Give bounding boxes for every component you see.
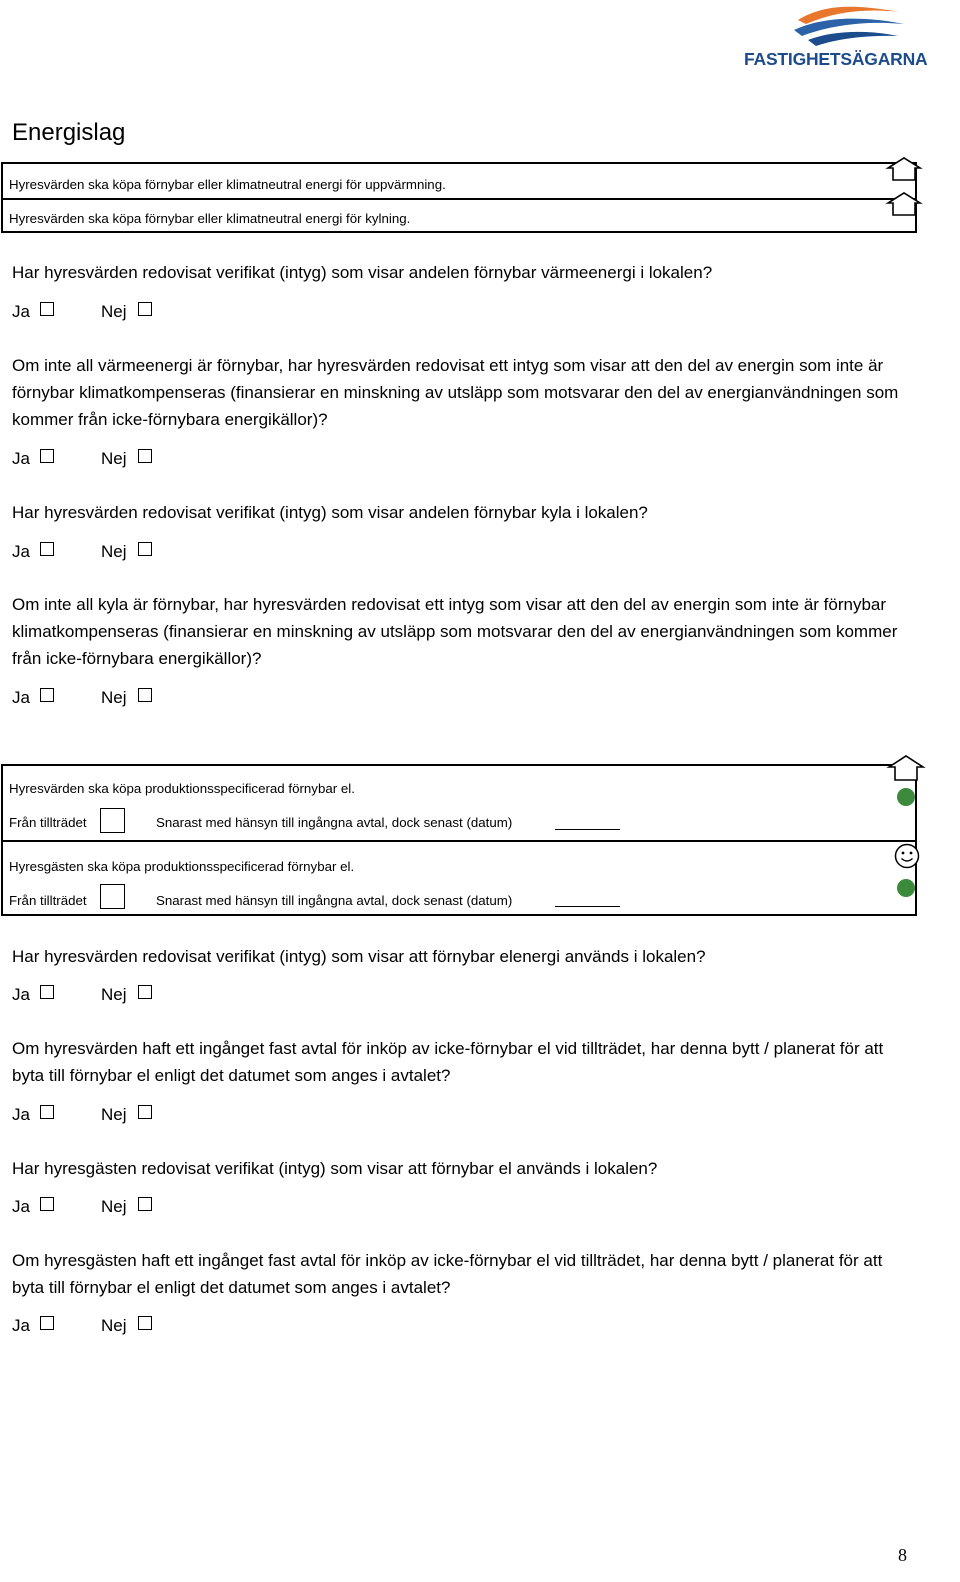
requirement-row [3, 198, 915, 233]
no-label: Nej [101, 1105, 127, 1124]
from-access-checkbox[interactable] [100, 884, 125, 909]
requirement-row [3, 840, 915, 916]
requirement-text: Hyresvärden ska köpa produktionsspecificerad förnybar el. [9, 781, 355, 796]
no-label: Nej [101, 688, 127, 707]
yes-checkbox[interactable] [40, 985, 54, 999]
fastighetsagarna-logo [744, 2, 954, 72]
no-label: Nej [101, 1316, 127, 1335]
yes-label: Ja [12, 1197, 30, 1216]
no-checkbox[interactable] [138, 1105, 152, 1119]
yes-label: Ja [12, 449, 30, 468]
no-label: Nej [101, 1197, 127, 1216]
yes-checkbox[interactable] [40, 542, 54, 556]
yes-no-answer [12, 542, 212, 562]
question-text: Om inte all värmeenergi är förnybar, har hyresvärden redovisat ett intyg som visar att den del av energin som inte är förnybar klimatkompenseras (finansierar en minskning av utsläpp som motsvarar den del av energianvändningen som kommer från icke-förnybara energikällor)? [12, 356, 899, 429]
option-asap-label: Snarast med hänsyn till ingångna avtal, dock senast (datum) [156, 893, 513, 908]
house-outline-icon [885, 191, 923, 217]
green-dot-icon [895, 786, 917, 808]
yes-no-answer [12, 1105, 212, 1125]
no-label: Nej [101, 985, 127, 1004]
green-dot-icon [895, 877, 917, 899]
yes-no-answer [12, 1197, 212, 1217]
question-text: Har hyresvärden redovisat verifikat (intyg) som visar andelen förnybar värmeenergi i lokalen? [12, 263, 713, 282]
page-number: 8 [898, 1545, 907, 1565]
yes-label: Ja [12, 1316, 30, 1335]
no-checkbox[interactable] [138, 542, 152, 556]
house-outline-icon [885, 156, 923, 182]
yes-label: Ja [12, 985, 30, 1004]
no-checkbox[interactable] [138, 688, 152, 702]
yes-label: Ja [12, 688, 30, 707]
yes-checkbox[interactable] [40, 449, 54, 463]
yes-checkbox[interactable] [40, 1197, 54, 1211]
option-asap-label: Snarast med hänsyn till ingångna avtal, dock senast (datum) [156, 815, 513, 830]
date-field-line[interactable] [555, 829, 620, 830]
yes-checkbox[interactable] [40, 302, 54, 316]
no-checkbox[interactable] [138, 1197, 152, 1211]
requirement-text: Hyresgästen ska köpa produktionsspecificerad förnybar el. [9, 859, 355, 874]
no-checkbox[interactable] [138, 985, 152, 999]
page-title: Energislag [12, 119, 126, 146]
question-text: Har hyresvärden redovisat verifikat (intyg) som visar andelen förnybar kyla i lokalen? [12, 503, 648, 522]
date-field-line[interactable] [555, 906, 620, 907]
question-text: Om inte all kyla är förnybar, har hyresvärden redovisat ett intyg som visar att den del av energin som inte är förnybar klimatkompenseras (finansierar en minskning av utsläpp som motsvarar den del av energianvändningen som kommer från icke-förnybara energikällor)? [12, 595, 898, 668]
no-checkbox[interactable] [138, 1316, 152, 1330]
no-checkbox[interactable] [138, 302, 152, 316]
question-text: Om hyresvärden haft ett ingånget fast avtal för inköp av icke-förnybar el vid tillträdet, har denna bytt / planerat för att byta till förnybar el enligt det datumet som anges i avtalet? [12, 1039, 884, 1085]
no-checkbox[interactable] [138, 449, 152, 463]
requirement-row [3, 164, 915, 198]
yes-checkbox[interactable] [40, 688, 54, 702]
yes-checkbox[interactable] [40, 1316, 54, 1330]
requirement-row [3, 766, 915, 840]
option-from-access-label: Från tillträdet [9, 815, 87, 830]
requirement-box-heating-cooling [1, 162, 917, 233]
logo-waves-icon [794, 2, 904, 48]
from-access-checkbox[interactable] [100, 808, 125, 833]
yes-label: Ja [12, 302, 30, 321]
requirement-box-electricity [1, 764, 917, 916]
requirement-text: Hyresvärden ska köpa förnybar eller klimatneutral energi för uppvärmning. [9, 177, 446, 192]
question-text: Har hyresvärden redovisat verifikat (intyg) som visar att förnybar elenergi används i lokalen? [12, 947, 706, 966]
yes-checkbox[interactable] [40, 1105, 54, 1119]
yes-no-answer [12, 1316, 212, 1336]
yes-no-answer [12, 302, 212, 322]
requirement-text: Hyresvärden ska köpa förnybar eller klimatneutral energi för kylning. [9, 211, 411, 226]
option-from-access-label: Från tillträdet [9, 893, 87, 908]
yes-label: Ja [12, 1105, 30, 1124]
yes-no-answer [12, 688, 212, 708]
no-label: Nej [101, 302, 127, 321]
yes-label: Ja [12, 542, 30, 561]
house-outline-icon [886, 754, 926, 782]
yes-no-answer [12, 985, 212, 1005]
yes-no-answer [12, 449, 212, 469]
no-label: Nej [101, 449, 127, 468]
no-label: Nej [101, 542, 127, 561]
smiley-icon [893, 842, 921, 870]
question-text: Om hyresgästen haft ett ingånget fast avtal för inköp av icke-förnybar el vid tillträdet, har denna bytt / planerat för att byta till förnybar el enligt det datumet som anges i avtalet? [12, 1251, 883, 1297]
logo-text: FASTIGHETSÄGARNA [744, 49, 928, 69]
question-text: Har hyresgästen redovisat verifikat (intyg) som visar att förnybar el används i lokalen? [12, 1159, 658, 1178]
